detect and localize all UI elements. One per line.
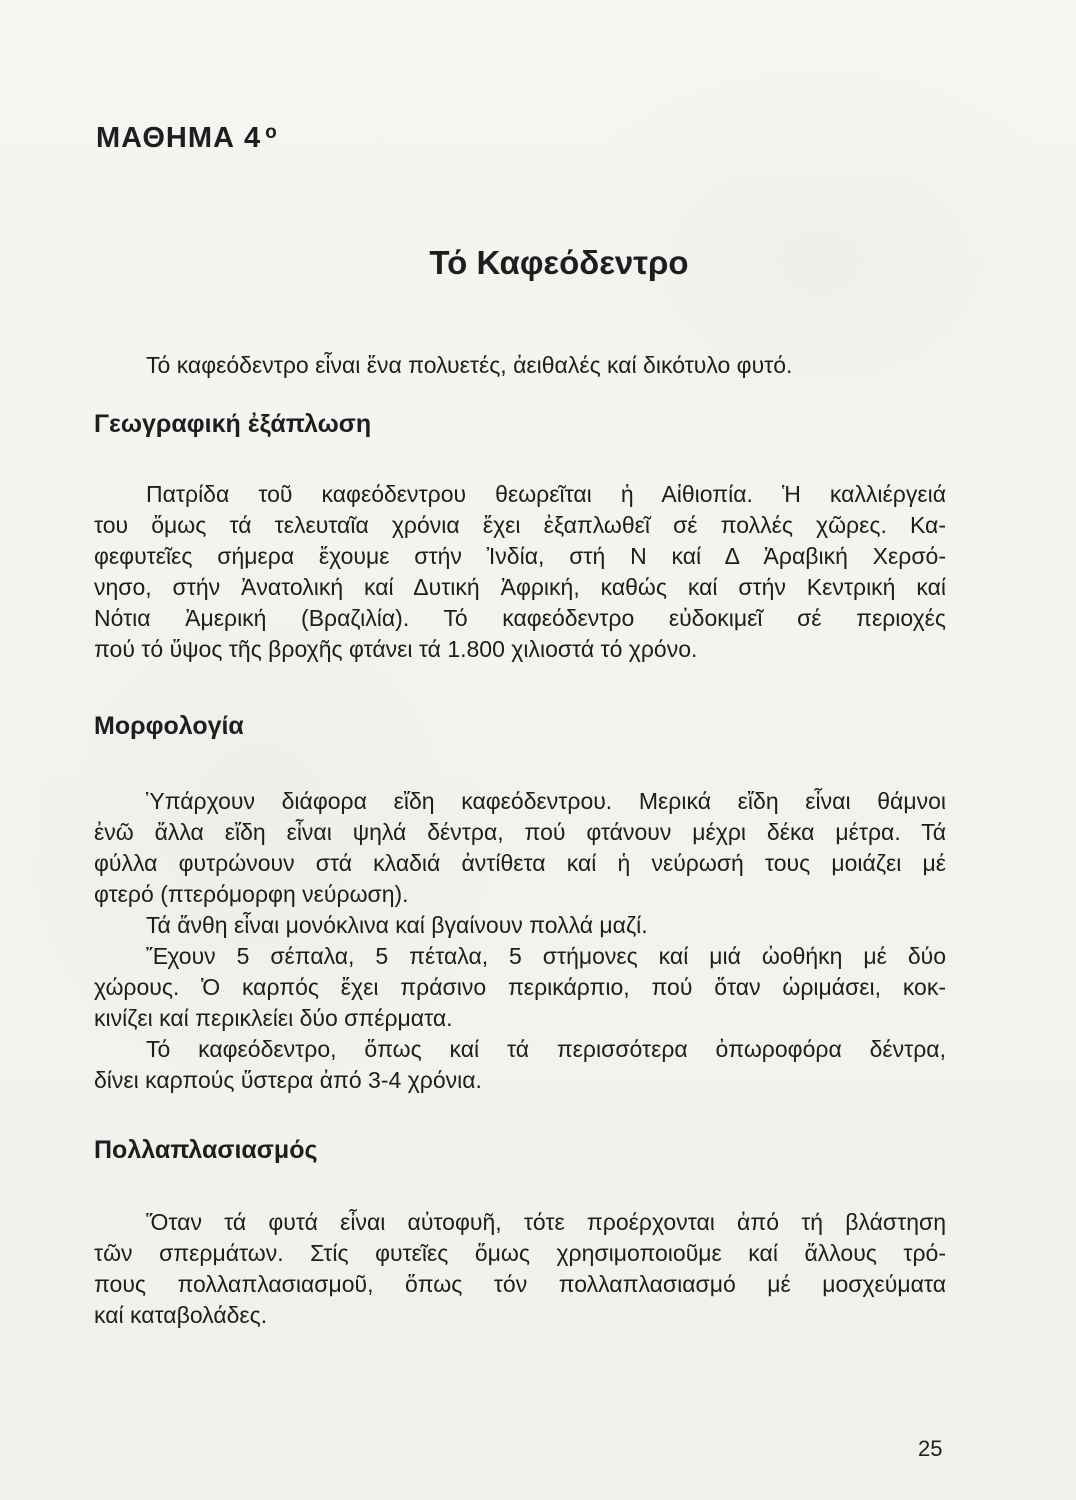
text-line: φτερό (πτερόμορφη νεύρωση). — [94, 881, 409, 907]
page-number: 25 — [918, 1436, 943, 1461]
text-line: τῶν σπερμάτων. Στίς φυτεῖες ὅμως χρησιμοποιοῦμε καί ἄλλους τρό- — [94, 1240, 946, 1266]
section-heading-propagation: Πολλαπλασιασμός — [94, 1136, 318, 1164]
text-line: δίνει καρπούς ὕστερα ἀπό 3-4 χρόνια. — [94, 1067, 482, 1093]
text-line: Νότια Ἀμερική (Βραζιλία). Τό καφεόδεντρο εὐδοκιμεῖ σέ περιοχές — [94, 605, 946, 631]
text-line: Ὑπάρχουν διάφορα εἴδη καφεόδεντρου. Μερικά εἴδη εἶναι θάμνοι — [146, 788, 946, 814]
text-line: Τά ἄνθη εἶναι μονόκλινα καί βγαίνουν πολλά μαζί. — [146, 912, 648, 938]
lesson-label-ordinal: ο — [265, 122, 278, 143]
lesson-label — [96, 122, 278, 155]
section-body-geography — [94, 479, 946, 665]
page-title: Τό Καφεόδεντρο — [429, 244, 689, 281]
lesson-label-text: ΜΑΘΗΜΑ 4 — [96, 122, 262, 154]
text-line: ἐνῶ ἄλλα εἴδη εἶναι ψηλά δέντρα, πού φτάνουν μέχρι δέκα μέτρα. Τά — [94, 819, 946, 845]
text-line: Ὅταν τά φυτά εἶναι αὐτοφυῆ, τότε προέρχονται ἀπό τή βλάστηση — [146, 1209, 946, 1235]
intro-sentence: Τό καφεόδεντρο εἶναι ἕνα πολυετές, ἀειθαλές καί δικότυλο φυτό. — [146, 352, 793, 378]
text-line: νησο, στήν Ἀνατολική καί Δυτική Ἀφρική, καθώς καί στήν Κεντρική καί — [94, 574, 946, 600]
text-line: χώρους. Ὁ καρπός ἔχει πράσινο περικάρπιο, πού ὅταν ὡριμάσει, κοκ- — [94, 974, 946, 1000]
section-heading-morphology: Μορφολογία — [94, 712, 244, 740]
text-line: Τό καφεόδεντρο, ὅπως καί τά περισσότερα ὀπωροφόρα δέντρα, — [146, 1036, 946, 1062]
text-line: του ὅμως τά τελευταῖα χρόνια ἔχει ἐξαπλωθεῖ σέ πολλές χῶρες. Κα- — [94, 512, 946, 538]
text-line: φεφυτεῖες σήμερα ἔχουμε στήν Ἰνδία, στή Ν καί Δ Ἀραβική Χερσό- — [94, 543, 946, 569]
text-line: καί καταβολάδες. — [94, 1302, 268, 1328]
text-line: φύλλα φυτρώνουν στά κλαδιά ἀντίθετα καί ἡ νεύρωσή τους μοιάζει μέ — [94, 850, 946, 876]
section-heading-geography: Γεωγραφική ἐξάπλωση — [94, 410, 372, 438]
text-line: Ἔχουν 5 σέπαλα, 5 πέταλα, 5 στήμονες καί μιά ὠοθήκη μέ δύο — [146, 943, 946, 969]
text-line: πους πολλαπλασιασμοῦ, ὅπως τόν πολλαπλασιασμό μέ μοσχεύματα — [94, 1271, 946, 1297]
text-line: κινίζει καί περικλείει δύο σπέρματα. — [94, 1005, 453, 1031]
section-body-morphology — [94, 786, 946, 1096]
text-line: Πατρίδα τοῦ καφεόδεντρου θεωρεῖται ἡ Αἰθιοπία. Ἡ καλλιέργειά — [146, 481, 946, 507]
text-line: πού τό ὕψος τῆς βροχῆς φτάνει τά 1.800 χιλιοστά τό χρόνο. — [94, 636, 698, 662]
section-body-propagation — [94, 1207, 946, 1331]
